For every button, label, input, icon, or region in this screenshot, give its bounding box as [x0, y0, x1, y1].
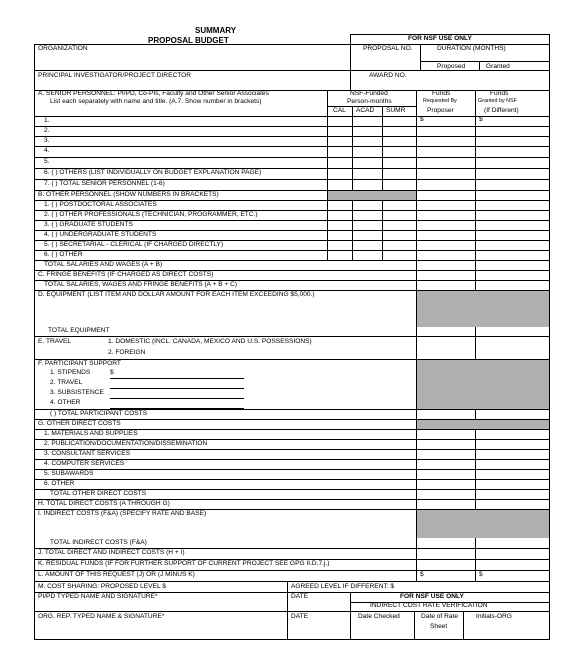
other-personnel-row-5[interactable]: 5. ( ) SECRETARIAL - CLERICAL (IF CHARGED DIRECTLY) [44, 241, 224, 248]
person-months-label: Person-months [347, 98, 392, 105]
senior-row-5[interactable]: 5. [44, 158, 50, 165]
duration-granted-label: Granted [486, 63, 510, 70]
indirect-costs-label: I. INDIRECT COSTS (F&A) (SPECIFY RATE AND BASE) [38, 510, 207, 517]
travel-domestic[interactable]: 1. DOMESTIC (INCL. CANADA, MEXICO AND U.S. POSSESSIONS) [108, 338, 312, 345]
duration-label: DURATION (MONTHS) [437, 45, 506, 52]
senior-row1-dollar-requested: $ [420, 116, 424, 123]
proposal-no-label: PROPOSAL NO. [363, 45, 413, 52]
granted-by-nsf-label: Granted by NSF [478, 98, 517, 104]
other-personnel-shaded [328, 191, 416, 200]
indirect-shaded [417, 510, 549, 538]
residual-funds[interactable]: K. RESIDUAL FUNDS (IF FOR FURTHER SUPPORT OF CURRENT PROJECT SEE GPG II.D.7.j.) [38, 560, 330, 567]
senior-row-1[interactable]: 1. [44, 117, 50, 124]
cost-sharing-proposed[interactable]: M. COST SHARING: PROPOSED LEVEL $ [38, 583, 166, 590]
acad-header: ACAD [356, 107, 375, 114]
other-direct-row-5[interactable]: 5. SUBAWARDS [44, 470, 94, 477]
if-different-label: (If Different) [484, 107, 519, 114]
other-direct-row-3[interactable]: 3. CONSULTANT SERVICES [44, 450, 130, 457]
amount-dollar-requested: $ [420, 571, 424, 578]
senior-row-6[interactable]: 6. ( ) OTHERS (LIST INDIVIDUALLY ON BUDGET EXPLANATION PAGE) [44, 169, 262, 176]
sumr-header: SUMR [386, 107, 406, 114]
total-indirect-costs[interactable]: TOTAL INDIRECT COSTS (F&A) [50, 539, 147, 546]
other-direct-row-2[interactable]: 2. PUBLICATION/DOCUMENTATION/DISSEMINATION [44, 440, 208, 447]
participant-other[interactable]: 4. OTHER [50, 399, 81, 406]
cal-header: CAL [333, 107, 346, 114]
proposer-label: Proposer [427, 107, 454, 114]
other-direct-shaded [417, 420, 549, 429]
participant-stipends[interactable]: 1. STIPENDS [50, 369, 91, 376]
senior-personnel-label: A. SENIOR PERSONNEL: PI/PD, Co-PIs, Faculty and Other Senior Associates [38, 90, 269, 97]
total-direct-indirect[interactable]: J. TOTAL DIRECT AND INDIRECT COSTS (H + I) [38, 549, 185, 556]
other-personnel-label: B. OTHER PERSONNEL (SHOW NUMBERS IN BRACKETS) [38, 191, 219, 198]
pi-director-label: PRINCIPAL INVESTIGATOR/PROJECT DIRECTOR [38, 72, 192, 79]
other-direct-costs-label: G. OTHER DIRECT COSTS [38, 420, 121, 427]
pi-date-label[interactable]: DATE [291, 593, 309, 600]
nsf-use-only-label: FOR NSF USE ONLY [408, 35, 472, 42]
other-personnel-row-6[interactable]: 6. ( ) OTHER [44, 251, 83, 258]
rate-sheet-label: Sheet [430, 623, 448, 630]
equipment-shaded [417, 291, 549, 327]
equipment-label: D. EQUIPMENT (LIST ITEM AND DOLLAR AMOUNT FOR EACH ITEM EXCEEDING $5,000.) [38, 291, 315, 298]
senior-row-7[interactable]: 7. ( ) TOTAL SENIOR PERSONNEL (1-6) [44, 180, 165, 187]
indirect-rate-verification: INDIRECT COST RATE VERIFICATION [370, 602, 488, 609]
funds-granted-label: Funds [490, 90, 509, 97]
organization-label: ORGANIZATION [38, 45, 88, 52]
other-direct-row-1[interactable]: 1. MATERIALS AND SUPPLIES [44, 430, 138, 437]
nsf-funded-label: NSF-Funded [350, 90, 388, 97]
senior-row-4[interactable]: 4. [44, 147, 50, 154]
participant-shaded [417, 360, 549, 409]
senior-personnel-instructions: List each separately with name and title. (A.7. Show number in brackets) [50, 98, 262, 105]
pi-signature-label[interactable]: PI/PD TYPED NAME AND SIGNATURE* [38, 593, 158, 600]
amount-of-request[interactable]: L. AMOUNT OF THIS REQUEST (J) OR (J MINUS K) [38, 571, 195, 578]
duration-proposed-label: Proposed [437, 63, 466, 70]
total-salaries-wages[interactable]: TOTAL SALARIES AND WAGES (A + B) [44, 261, 163, 268]
senior-row-2[interactable]: 2. [44, 127, 50, 134]
participant-support-label: F. PARTICIPANT SUPPORT [38, 360, 121, 367]
other-personnel-row-2[interactable]: 2. ( ) OTHER PROFESSIONALS (TECHNICIAN, PROGRAMMER, ETC.) [44, 211, 258, 218]
other-direct-row-6[interactable]: 6. OTHER [44, 480, 75, 487]
total-equipment[interactable]: TOTAL EQUIPMENT [48, 327, 110, 334]
travel-foreign[interactable]: 2. FOREIGN [108, 349, 146, 356]
cost-sharing-agreed[interactable]: AGREED LEVEL IF DIFFERENT: $ [291, 583, 395, 590]
travel-label: E. TRAVEL [38, 338, 72, 345]
total-salaries-fringe[interactable]: TOTAL SALARIES, WAGES AND FRINGE BENEFITS (A + B + C) [44, 281, 238, 288]
form-title-line1: SUMMARY [195, 26, 237, 35]
participant-subsistence[interactable]: 3. SUBSISTENCE [50, 389, 104, 396]
award-no-label: AWARD NO. [369, 72, 407, 79]
funds-requested-label: Funds [432, 90, 451, 97]
total-other-direct-costs[interactable]: TOTAL OTHER DIRECT COSTS [50, 490, 147, 497]
other-personnel-row-1[interactable]: 1. ( ) POSTDOCTORAL ASSOCIATES [44, 201, 157, 208]
amount-dollar-granted: $ [479, 571, 483, 578]
senior-row1-dollar-granted: $ [479, 116, 483, 123]
other-personnel-row-4[interactable]: 4. ( ) UNDERGRADUATE STUDENTS [44, 231, 157, 238]
other-personnel-row-3[interactable]: 3. ( ) GRADUATE STUDENTS [44, 221, 133, 228]
other-direct-row-4[interactable]: 4. COMPUTER SERVICES [44, 460, 125, 467]
org-rep-date-label[interactable]: DATE [291, 613, 309, 620]
initials-org-label[interactable]: Initials-ORG [476, 613, 512, 620]
footer-nsf-use-only: FOR NSF USE ONLY [400, 593, 464, 600]
participant-stipends-dollar: $ [110, 369, 114, 376]
fringe-benefits-label[interactable]: C. FRINGE BENEFITS (IF CHARGED AS DIRECT COSTS) [38, 271, 214, 278]
total-direct-costs[interactable]: H. TOTAL DIRECT COSTS (A THROUGH G) [38, 500, 170, 507]
form-title-line2: PROPOSAL BUDGET [148, 36, 229, 45]
date-checked-label[interactable]: Date Checked [358, 613, 400, 620]
requested-by-label: Requested By [423, 98, 457, 104]
date-of-rate-label[interactable]: Date of Rate [421, 613, 459, 620]
total-participant-costs[interactable]: ( ) TOTAL PARTICIPANT COSTS [50, 410, 148, 417]
org-rep-signature-label[interactable]: ORG. REP. TYPED NAME & SIGNATURE* [38, 613, 165, 620]
senior-row-3[interactable]: 3. [44, 137, 50, 144]
participant-travel[interactable]: 2. TRAVEL [50, 379, 83, 386]
